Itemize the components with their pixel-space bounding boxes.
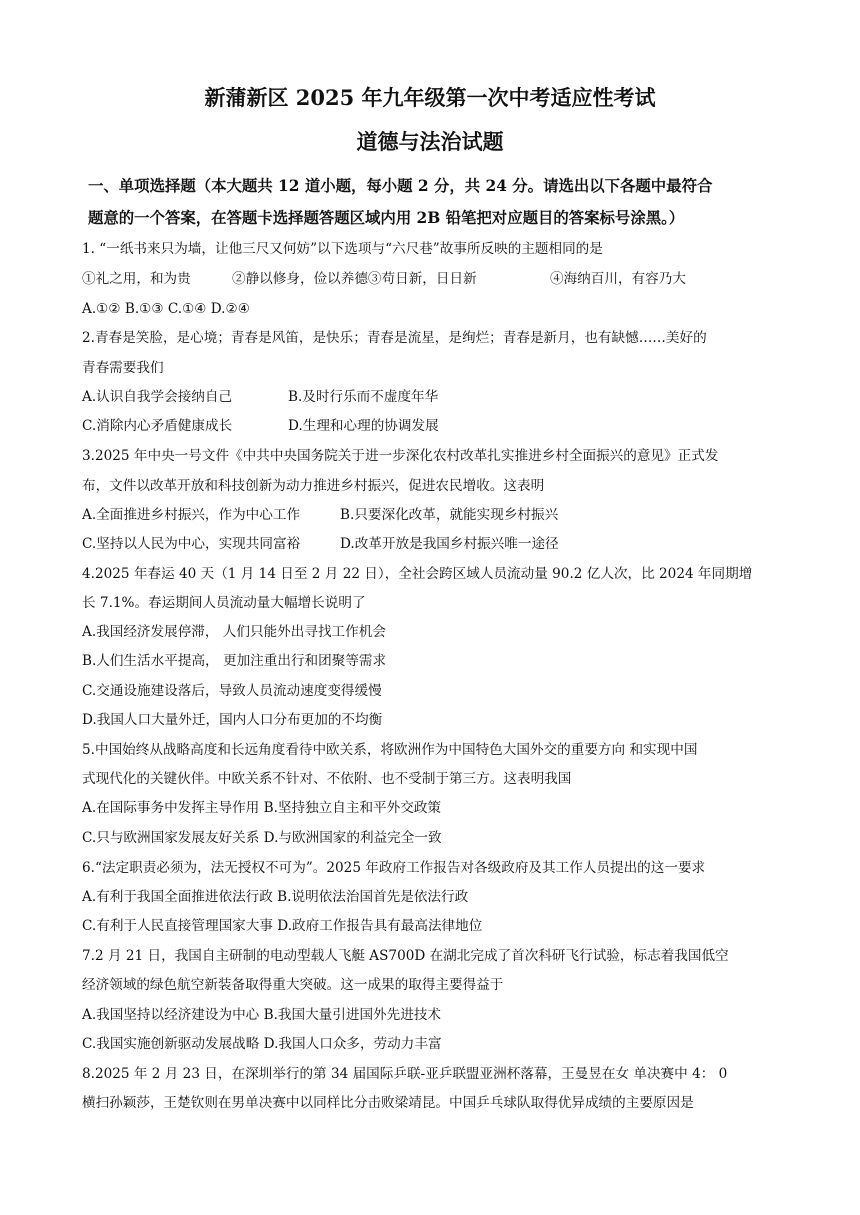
question-7-stem-line-2: 经济领域的绿色航空新装备取得重大突破。这一成果的取得主要得益于 (82, 977, 504, 993)
question-1-stem: 1. “一纸书来只为墙，让他三尺又何妨”以下选项与“六尺巷”故事所反映的主题相同的是 (82, 241, 603, 257)
option-b: B.及时行乐而不虚度年华 (288, 389, 439, 405)
question-7-options-row-1: A.我国坚持以经济建设为中心 B.我国大量引进国外先进技术 (82, 1007, 442, 1023)
statement-2-3: ②静以修身，俭以养德③苟日新，日日新 (232, 271, 477, 287)
question-6-stem: 6.“法定职责必须为，法无授权不可为”。2025 年政府工作报告对各级政府及其工作人员提出的这一要求 (82, 860, 706, 876)
option-a: A.全面推进乡村振兴，作为中心工作 (82, 507, 301, 523)
question-4-option-b: B.人们生活水平提高， 更加注重出行和团聚等需求 (82, 653, 387, 669)
question-2-options-row-1 (82, 387, 438, 407)
statement-4: ④海纳百川，有容乃大 (550, 271, 686, 287)
question-5-options-row-1: A.在国际事务中发挥主导作用 B.坚持独立自主和平外交政策 (82, 800, 442, 816)
question-3-options-row-1 (82, 505, 558, 525)
option-d: D.改革开放是我国乡村振兴唯一途径 (340, 536, 559, 552)
question-4-option-d: D.我国人口大量外迁，国内人口分布更加的不均衡 (82, 712, 383, 728)
exam-title: 新蒲新区 2025 年九年级第一次中考适应性考试 (204, 85, 656, 110)
question-3-stem-line-2: 布，文件以改革开放和科技创新为动力推进乡村振兴，促进农民增收。这表明 (82, 478, 545, 494)
question-4-stem-line-1: 4.2025 年春运 40 天（1 月 14 日至 2 月 22 日），全社会跨区域人员流动量 90.2 亿人次，比 2024 年同期增 (82, 566, 753, 582)
question-8-stem-line-2: 横扫孙颖莎，王楚钦则在男单决赛中以同样比分击败梁靖昆。中国乒乓球队取得优异成绩的主要原因是 (82, 1095, 694, 1111)
question-5-stem-line-2: 式现代化的关键伙伴。中欧关系不针对、不依附、也不受制于第三方。这表明我国 (82, 771, 572, 787)
question-2-options-row-2 (82, 416, 439, 436)
question-4-stem-line-2: 长 7.1%。春运期间人员流动量大幅增长说明了 (82, 595, 366, 611)
option-c: C.消除内心矛盾健康成长 (82, 418, 233, 434)
question-1-statements (82, 269, 686, 289)
question-6-options-row-2: C.有利于人民直接管理国家大事 D.政府工作报告具有最高法律地位 (82, 918, 483, 934)
question-1-options: A.①② B.①③ C.①④ D.②④ (82, 301, 250, 317)
question-5-options-row-2: C.只与欧洲国家发展友好关系 D.与欧洲国家的利益完全一致 (82, 830, 442, 846)
option-d: D.生理和心理的协调发展 (288, 418, 439, 434)
option-c: C.坚持以人民为中心，实现共同富裕 (82, 536, 301, 552)
section-heading-line-1: 一、单项选择题（本大题共 12 道小题，每小题 2 分，共 24 分。请选出以下各题中最符合 (88, 177, 713, 195)
question-2-stem-line-2: 青春需要我们 (82, 360, 164, 376)
question-7-options-row-2: C.我国实施创新驱动发展战略 D.我国人口众多，劳动力丰富 (82, 1036, 442, 1052)
exam-subtitle: 道德与法治试题 (356, 129, 504, 154)
option-b: B.只要深化改革，就能实现乡村振兴 (340, 507, 559, 523)
question-7-stem-line-1: 7.2 月 21 日，我国自主研制的电动型载人飞艇 AS700D 在湖北完成了首次科研飞行试验，标志着我国低空 (82, 948, 729, 964)
statement-1: ①礼之用，和为贵 (82, 271, 191, 287)
section-heading-line-2: 题意的一个答案，在答题卡选择题答题区域内用 2B 铅笔把对应题目的答案标号涂黑。） (88, 209, 685, 227)
question-3-stem-line-1: 3.2025 年中央一号文件《中共中央国务院关于进一步深化农村改革扎实推进乡村全面振兴的意见》正式发 (82, 448, 719, 464)
question-8-stem-line-1: 8.2025 年 2 月 23 日，在深圳举行的第 34 届国际乒联-亚乒联盟亚洲杯落幕，王曼昱在女 单决赛中 4： 0 (82, 1066, 728, 1082)
question-5-stem-line-1: 5.中国始终从战略高度和长远角度看待中欧关系，将欧洲作为中国特色大国外交的重要方向 和实现中国 (82, 742, 698, 758)
question-6-options-row-1: A.有利于我国全面推进依法行政 B.说明依法治国首先是依法行政 (82, 889, 469, 905)
question-3-options-row-2 (82, 534, 559, 554)
question-4-option-c: C.交通设施建设落后，导致人员流动速度变得缓慢 (82, 683, 382, 699)
question-4-option-a: A.我国经济发展停滞， 人们只能外出寻找工作机会 (82, 624, 386, 640)
question-2-stem-line-1: 2.青春是笑脸，是心境；青春是风笛，是快乐；青春是流星，是绚烂；青春是新月，也有缺憾……美好的 (82, 330, 707, 346)
option-a: A.认识自我学会接纳自己 (82, 389, 233, 405)
